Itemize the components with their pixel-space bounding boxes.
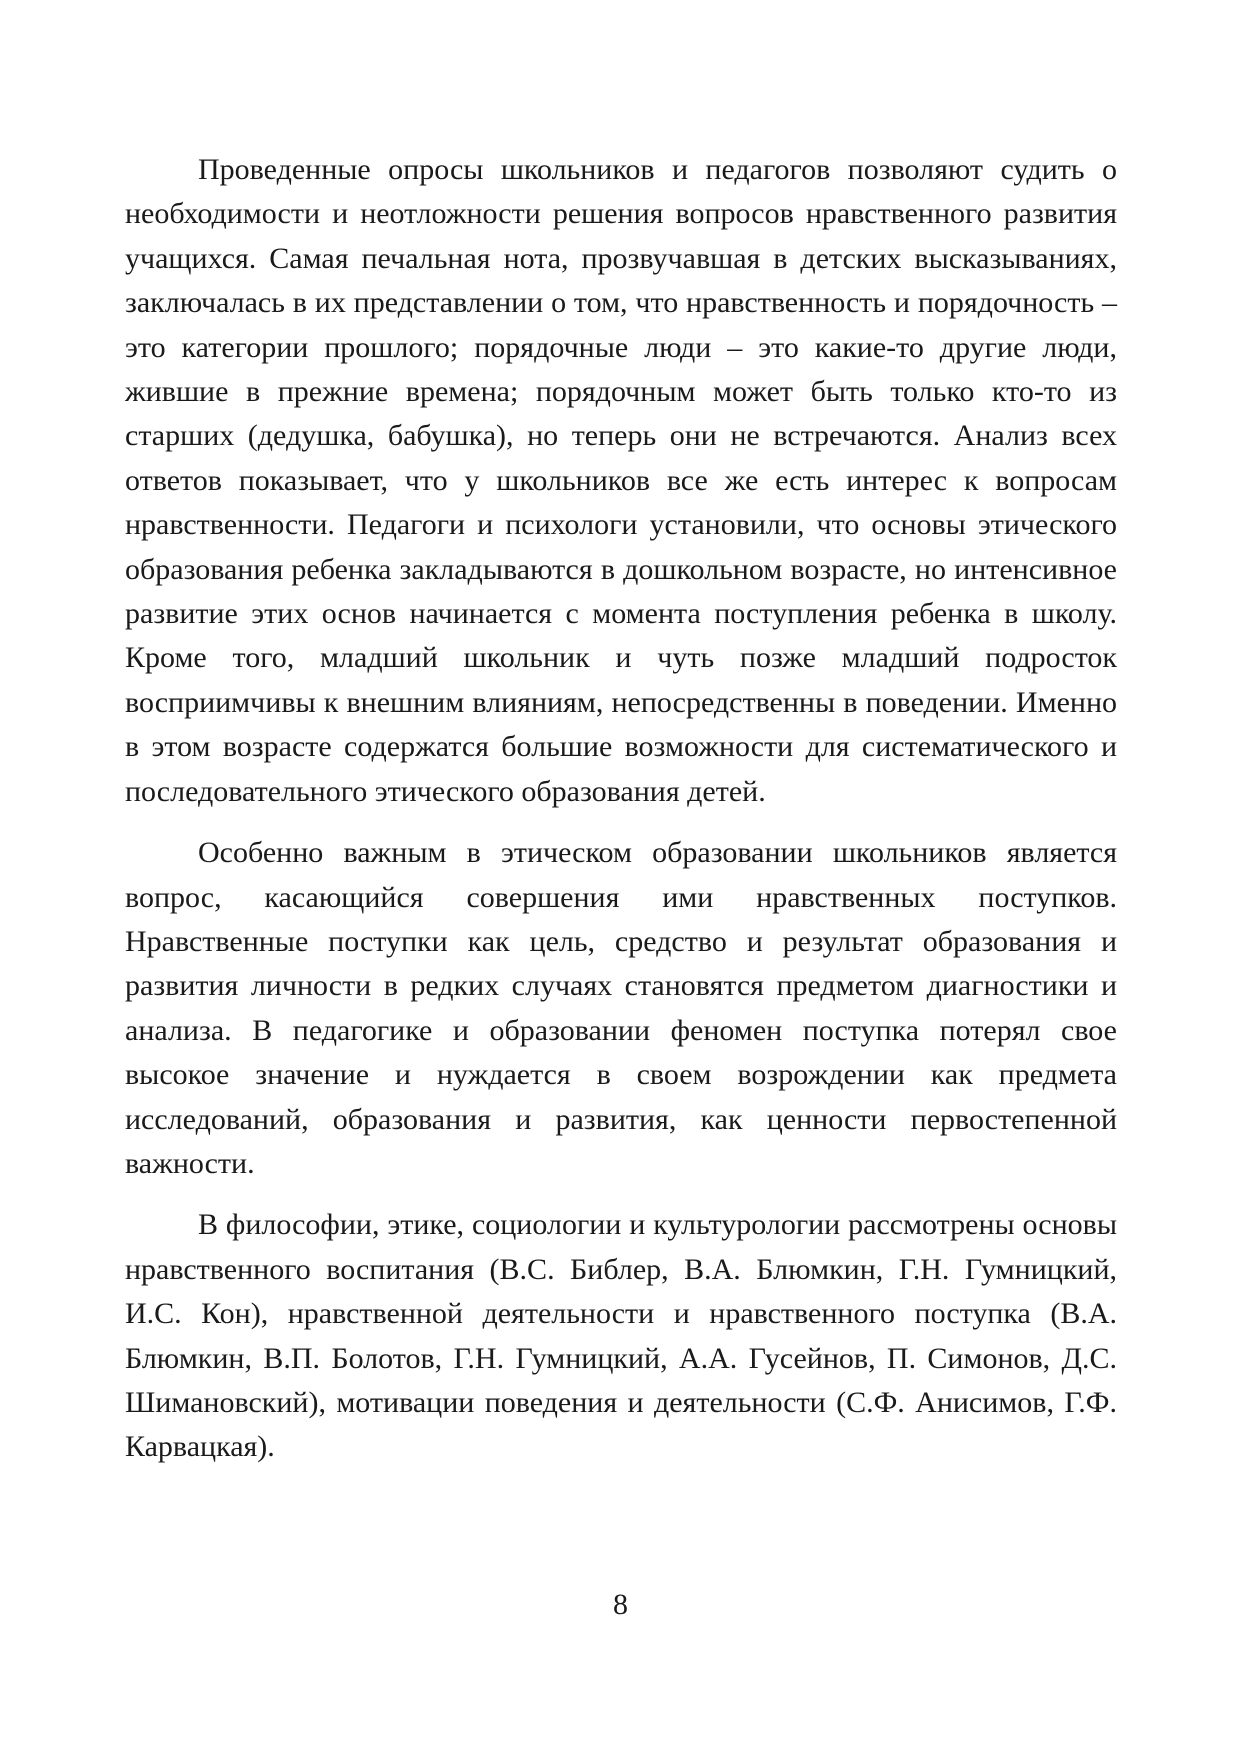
body-text	[125, 148, 1117, 1470]
page-number: 8	[613, 1588, 628, 1621]
paragraph-3: В философии, этике, социологии и культурологии рассмотрены основы нравственного воспитания (В.С. Библер, В.А. Блюмкин, Г.Н. Гумницкий, И.С. Кон), нравственной деятельности и нравственного поступка (В.А. Блюмкин, В.П. Болотов, Г.Н. Гумницкий, А.А. Гусейнов, П. Симонов, Д.С. Шимановский), мотивации поведения и деятельности (С.Ф. Анисимов, Г.Ф. Карвацкая).	[125, 1208, 1117, 1464]
paragraph-2: Особенно важным в этическом образовании школьников является вопрос, касающийся совершения ими нравственных поступков. Нравственные поступки как цель, средство и результат образования и развития личности в редких случаях становятся предметом диагностики и анализа. В педагогике и образовании феномен поступка потерял свое высокое значение и нуждается в своем возрождении как предмета исследований, образования и развития, как ценности первостепенной важности.	[125, 836, 1117, 1180]
paragraph-1: Проведенные опросы школьников и педагогов позволяют судить о необходимости и неотложности решения вопросов нравственного развития учащихся. Самая печальная нота, прозвучавшая в детских высказываниях, заключалась в их представлении о том, что нравственность и порядочность – это категории прошлого; порядочные люди – это какие-то другие люди, жившие в прежние времена; порядочным может быть только кто-то из старших (дедушка, бабушка), но теперь они не встречаются. Анализ всех ответов показывает, что у школьников все же есть интерес к вопросам нравственности. Педагоги и психологи установили, что основы этического образования ребенка закладываются в дошкольном возрасте, но интенсивное развитие этих основ начинается с момента поступления ребенка в школу. Кроме того, младший школьник и чуть позже младший подросток восприимчивы к внешним влияниям, непосредственны в поведении. Именно в этом возрасте содержатся большие возможности для систематического и последовательного этического образования детей.	[125, 153, 1117, 808]
